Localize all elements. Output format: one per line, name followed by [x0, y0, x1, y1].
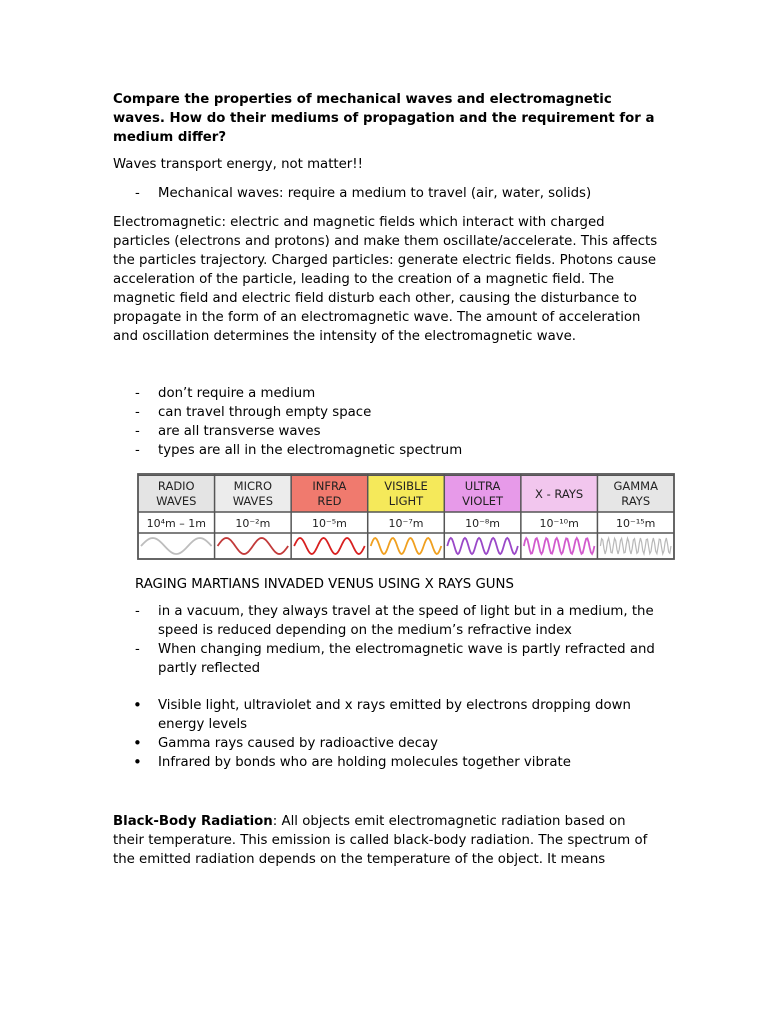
band-wavelength: 10⁻²m — [235, 517, 271, 530]
band-name: MICRO — [233, 479, 273, 493]
band-wavelength: 10⁻⁷m — [388, 517, 424, 530]
band-name: X - RAYS — [535, 487, 584, 501]
wave-ultra-violet — [447, 538, 518, 554]
band-name-line2: WAVES — [232, 494, 274, 508]
list-item: • Infrared by bonds who are holding molecules together vibrate — [113, 753, 658, 772]
intro-text: Waves transport energy, not matter!! — [113, 157, 363, 172]
list-item: - are all transverse waves — [113, 422, 658, 441]
band-wavelength: 10⁴m – 1m — [146, 517, 206, 530]
em-spectrum-diagram — [137, 470, 675, 561]
black-body-text: : All objects emit electromagnetic radiation based on their temperature. This emission is called black-body radiation. The spectrum of the emitted radiation depends on the temperature of the object. It means — [113, 814, 648, 867]
em-spectrum-table — [137, 470, 675, 561]
list-item: - can travel through empty space — [113, 403, 658, 422]
band-wavelength: 10⁻¹⁵m — [616, 517, 656, 530]
wave-micro-waves — [218, 538, 289, 554]
band-name-line2: LIGHT — [388, 494, 424, 508]
document-body — [113, 90, 658, 879]
em-paragraph: Electromagnetic: electric and magnetic fields which interact with charged particles (electrons and protons) and make them oscillate/accelerate. This affects the particles trajectory. Charged particles: generate electric fields. Photons cause acceleration of the particle, leading to the creation of a magnetic field. The magnetic field and electric field disturb each other, causing the disturbance to propagate in the form of an electromagnetic wave. The amount of acceleration and oscillation determines the intensity of the electromagnetic wave. — [113, 215, 658, 344]
wave-infra-red — [294, 538, 365, 554]
band-wavelength: 10⁻⁸m — [465, 517, 501, 530]
black-body-paragraph — [113, 812, 658, 869]
band-name: INFRA — [312, 479, 347, 493]
band-name: GAMMA — [613, 479, 658, 493]
list-item: - don’t require a medium — [113, 384, 658, 403]
band-wavelength: 10⁻⁵m — [311, 517, 347, 530]
band-name-line2: RAYS — [621, 494, 651, 508]
band-wavelength: 10⁻¹⁰m — [539, 517, 579, 530]
band-name: VISIBLE — [384, 479, 428, 493]
list-item: - Mechanical waves: require a medium to travel (air, water, solids) — [113, 184, 658, 203]
wave-x-rays — [524, 538, 595, 554]
band-name-line2: WAVES — [156, 494, 197, 508]
wave-radio-waves — [141, 538, 212, 554]
list-item: - in a vacuum, they always travel at the speed of light but in a medium, the speed is reduced depending on the medium’s refractive index — [113, 602, 658, 640]
list-item: - When changing medium, the electromagnetic wave is partly refracted and partly reflected — [113, 640, 658, 678]
wave-visible-light — [371, 538, 442, 554]
wave-gamma-rays — [600, 538, 671, 554]
list-item: • Gamma rays caused by radioactive decay — [113, 734, 658, 753]
mechanical-list — [113, 184, 658, 203]
list-item: - types are all in the electromagnetic spectrum — [113, 441, 658, 460]
medium-list — [113, 602, 658, 678]
question-heading: Compare the properties of mechanical waves and electromagnetic waves. How do their mediums of propagation and the requirement for a medium differ? — [113, 92, 655, 145]
list-item: • Visible light, ultraviolet and x rays emitted by electrons dropping down energy levels — [113, 696, 658, 734]
band-name-line2: RED — [317, 494, 342, 508]
black-body-term: Black-Body Radiation — [113, 814, 273, 829]
band-name: RADIO — [157, 479, 195, 493]
mnemonic-text: RAGING MARTIANS INVADED VENUS USING X RAYS GUNS — [135, 577, 514, 592]
band-name: ULTRA — [464, 479, 501, 493]
band-name-line2: VIOLET — [462, 494, 504, 508]
sources-list — [113, 696, 658, 772]
em-properties-list — [113, 384, 658, 460]
